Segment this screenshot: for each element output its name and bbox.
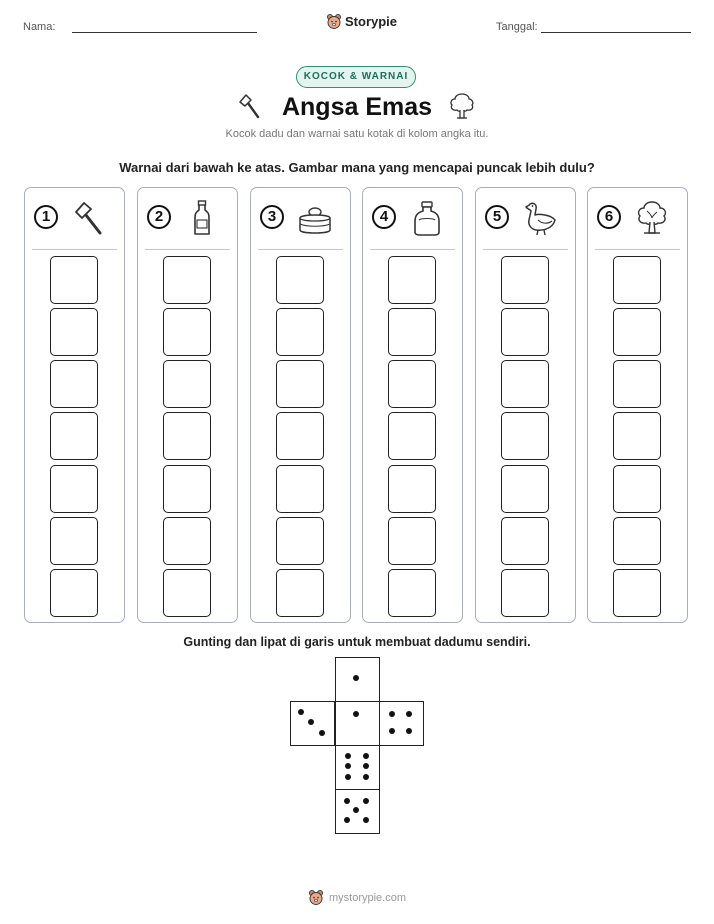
color-box[interactable] (501, 465, 549, 513)
color-box[interactable] (388, 569, 436, 617)
column-4 (362, 187, 463, 623)
pip (363, 763, 369, 769)
brand-name: Storypie (345, 14, 398, 29)
column-6 (587, 187, 688, 623)
column-number: 6 (597, 205, 621, 229)
pip (344, 817, 350, 823)
color-box[interactable] (501, 360, 549, 408)
column-divider (258, 249, 343, 250)
pip (298, 709, 304, 715)
color-box[interactable] (163, 517, 211, 565)
color-box[interactable] (163, 412, 211, 460)
color-box[interactable] (501, 256, 549, 304)
color-box[interactable] (276, 412, 324, 460)
color-box[interactable] (388, 308, 436, 356)
pip (363, 774, 369, 780)
color-box[interactable] (388, 360, 436, 408)
pip (308, 719, 314, 725)
page-subtitle: Kocok dadu dan warnai satu kotak di kolom angka itu. (225, 128, 489, 140)
page-title: Angsa Emas (281, 93, 433, 121)
die-face-4 (379, 701, 424, 746)
color-box[interactable] (50, 360, 98, 408)
bear-icon (308, 889, 324, 906)
date-line[interactable] (541, 32, 691, 33)
name-line[interactable] (72, 32, 257, 33)
color-box[interactable] (276, 256, 324, 304)
cake-icon (295, 198, 335, 238)
color-box[interactable] (613, 256, 661, 304)
color-box[interactable] (276, 465, 324, 513)
pip (353, 675, 359, 681)
color-box[interactable] (613, 308, 661, 356)
column-divider (595, 249, 680, 250)
pip (353, 711, 359, 717)
die-face-1 (335, 701, 380, 746)
color-box[interactable] (613, 517, 661, 565)
color-box[interactable] (501, 569, 549, 617)
axe-icon (69, 198, 109, 238)
tree-icon (446, 90, 478, 122)
color-box[interactable] (501, 412, 549, 460)
column-5 (475, 187, 576, 623)
pip (353, 807, 359, 813)
pip (345, 763, 351, 769)
color-box[interactable] (50, 256, 98, 304)
pip (363, 798, 369, 804)
column-2 (137, 187, 238, 623)
color-box[interactable] (276, 308, 324, 356)
color-box[interactable] (613, 412, 661, 460)
pip (406, 728, 412, 734)
color-box[interactable] (163, 256, 211, 304)
color-box[interactable] (163, 360, 211, 408)
column-divider (32, 249, 117, 250)
column-3 (250, 187, 351, 623)
activity-tag: KOCOK & WARNAI (296, 66, 416, 88)
color-box[interactable] (163, 308, 211, 356)
column-divider (370, 249, 455, 250)
color-box[interactable] (388, 412, 436, 460)
coloring-instruction: Warnai dari bawah ke atas. Gambar mana yang mencapai puncak lebih dulu? (119, 160, 595, 175)
color-box[interactable] (163, 569, 211, 617)
column-number: 4 (372, 205, 396, 229)
die-face-6 (335, 745, 380, 790)
tree-icon (632, 198, 672, 238)
column-divider (145, 249, 230, 250)
pip (363, 753, 369, 759)
color-box[interactable] (276, 569, 324, 617)
color-box[interactable] (276, 517, 324, 565)
pip (389, 711, 395, 717)
bottle-icon (182, 198, 222, 238)
color-box[interactable] (163, 465, 211, 513)
color-box[interactable] (50, 308, 98, 356)
die-face-3 (290, 701, 335, 746)
pip (389, 728, 395, 734)
pip (363, 817, 369, 823)
brand-logo (326, 13, 397, 30)
die-face-5 (335, 789, 380, 834)
color-box[interactable] (50, 517, 98, 565)
color-box[interactable] (50, 569, 98, 617)
pip (319, 730, 325, 736)
name-label: Nama: (23, 21, 56, 33)
footer-url[interactable]: mystorypie.com (329, 891, 407, 904)
bear-icon (326, 13, 342, 30)
column-1 (24, 187, 125, 623)
color-box[interactable] (388, 256, 436, 304)
flask-icon (407, 198, 447, 238)
column-divider (483, 249, 568, 250)
color-box[interactable] (613, 569, 661, 617)
color-box[interactable] (388, 465, 436, 513)
pip (406, 711, 412, 717)
footer (308, 889, 406, 906)
date-label: Tanggal: (496, 21, 538, 33)
column-number: 2 (147, 205, 171, 229)
color-box[interactable] (501, 517, 549, 565)
color-box[interactable] (501, 308, 549, 356)
color-box[interactable] (276, 360, 324, 408)
cut-instruction: Gunting dan lipat di garis untuk membuat dadumu sendiri. (183, 635, 531, 649)
pip (344, 798, 350, 804)
pip (345, 774, 351, 780)
die-face-1 (335, 657, 380, 702)
goose-icon (520, 198, 560, 238)
column-number: 1 (34, 205, 58, 229)
column-number: 3 (260, 205, 284, 229)
color-box[interactable] (50, 412, 98, 460)
pip (345, 753, 351, 759)
color-box[interactable] (388, 517, 436, 565)
color-box[interactable] (613, 465, 661, 513)
color-box[interactable] (613, 360, 661, 408)
color-box[interactable] (50, 465, 98, 513)
column-number: 5 (485, 205, 509, 229)
